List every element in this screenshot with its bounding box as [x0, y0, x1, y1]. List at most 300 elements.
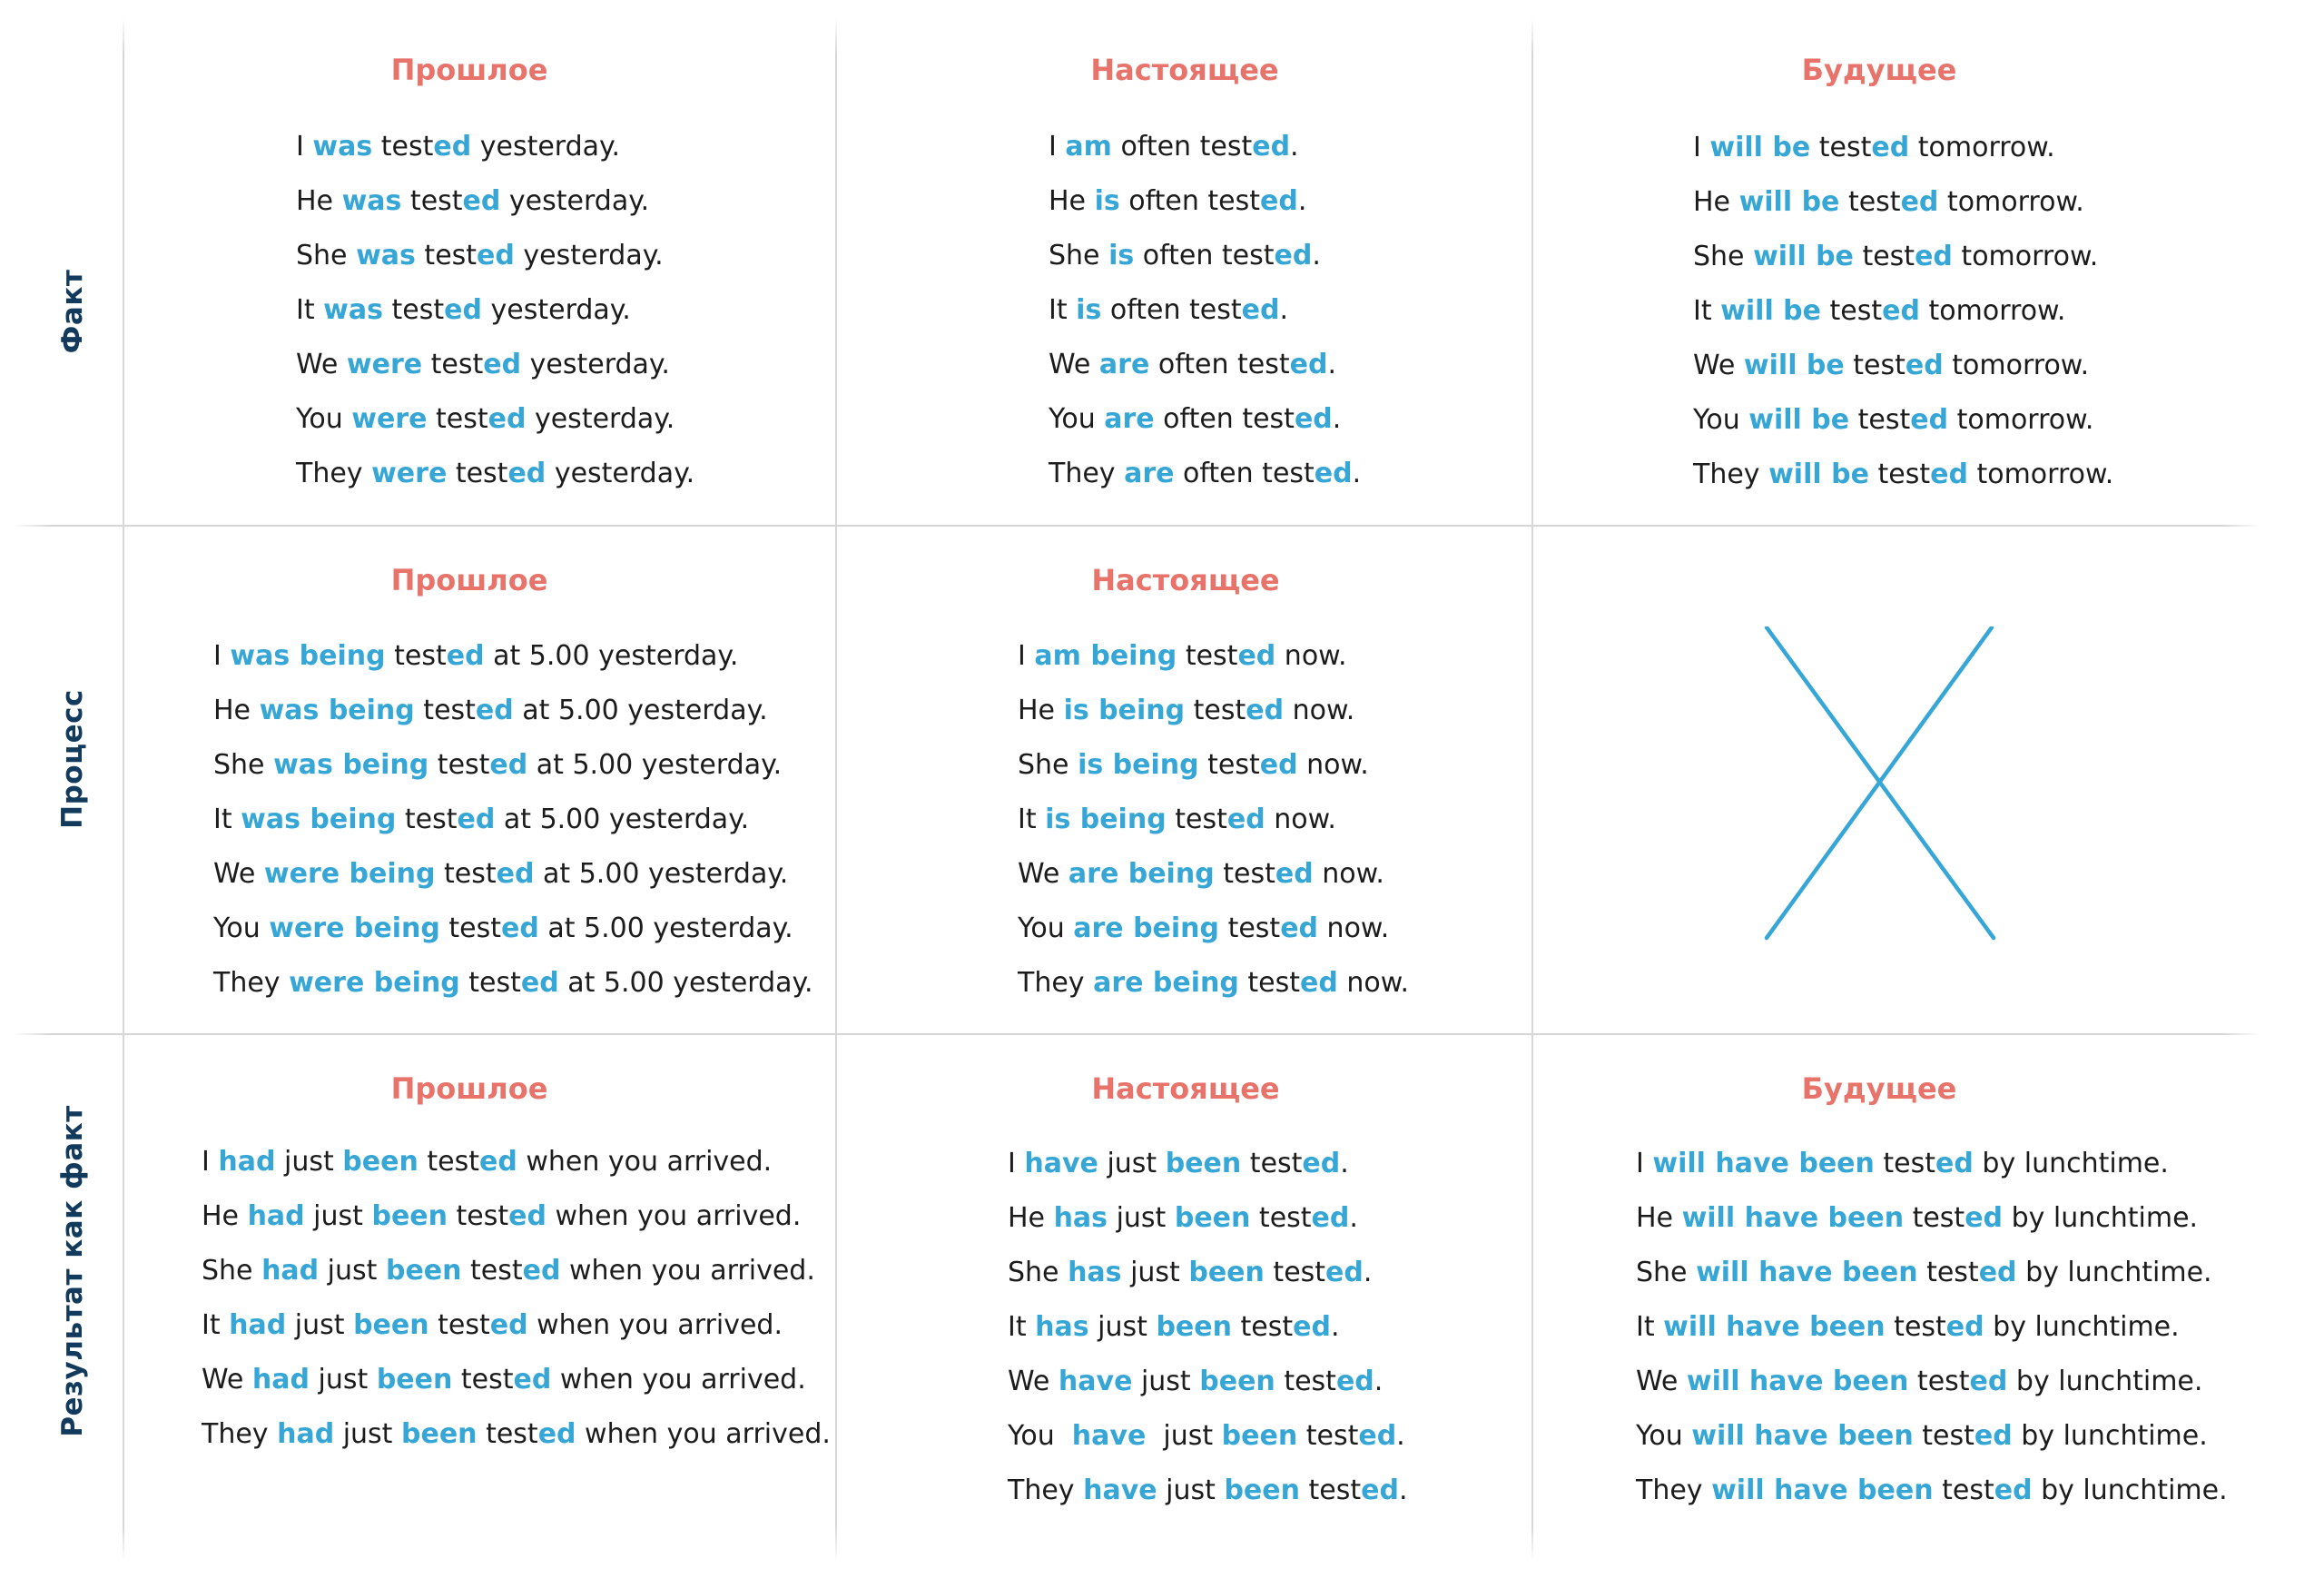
sentence	[202, 1135, 831, 1189]
cross-mark-icon	[1761, 626, 2015, 953]
highlighted-part: ed	[489, 1309, 528, 1341]
sentence-part: We	[202, 1364, 252, 1396]
highlighted-part: were	[346, 349, 423, 380]
highlighted-part: had	[247, 1200, 305, 1232]
sentence-part: test	[461, 1255, 523, 1287]
highlighted-part: ed	[1945, 1311, 1984, 1343]
sentence-part: It	[1636, 1311, 1664, 1343]
highlighted-part: was	[323, 294, 383, 326]
sentence-part: She	[1636, 1257, 1697, 1288]
sentence-part: when you arrived.	[551, 1364, 806, 1396]
highlighted-part: had	[251, 1364, 310, 1396]
sentence	[213, 902, 813, 956]
sentence-part: test	[1868, 459, 1931, 490]
highlighted-part: ed	[1293, 1311, 1331, 1343]
highlighted-part: ed	[433, 131, 472, 163]
sentence-part: yesterday.	[514, 240, 664, 271]
sentence-part: now.	[1313, 858, 1384, 890]
sentence	[1018, 684, 1409, 738]
sentence-part: test	[372, 131, 434, 163]
sentence-part: test	[401, 185, 463, 217]
highlighted-part: are being	[1073, 912, 1220, 944]
sentence	[296, 283, 694, 338]
sentence-part: .	[1290, 131, 1299, 163]
highlighted-part: been	[385, 1255, 462, 1287]
sentence	[202, 1298, 831, 1353]
highlighted-part: will have been	[1691, 1420, 1914, 1452]
sentence	[1018, 793, 1409, 847]
highlighted-part: ed	[501, 912, 539, 944]
sentence-part: just	[309, 1364, 377, 1396]
highlighted-part: were	[351, 403, 428, 435]
sentence-part: now.	[1297, 749, 1369, 781]
cell-title-present: Настоящее	[1091, 1071, 1280, 1106]
highlighted-part: ed	[496, 858, 535, 890]
sentence	[1693, 284, 2113, 339]
sentence-part: .	[1279, 294, 1288, 326]
highlighted-part: ed	[1252, 131, 1291, 163]
highlighted-part: ed	[462, 185, 501, 217]
sentence-part: They	[1049, 458, 1125, 489]
sentence-part: It	[1049, 294, 1077, 326]
highlighted-part: ed	[475, 695, 514, 726]
sentence-part: .	[1349, 1202, 1358, 1234]
sentence-part: She	[296, 240, 357, 271]
sentence-part: I	[202, 1146, 219, 1178]
sentence	[1693, 448, 2113, 502]
sentence-part: test	[1821, 295, 1883, 327]
sentence	[1636, 1464, 2228, 1518]
highlighted-part: ed	[1237, 640, 1276, 672]
highlighted-part: am	[1065, 131, 1112, 163]
sentence	[296, 229, 694, 283]
sentence-part: test	[385, 640, 447, 672]
highlighted-part: ed	[520, 967, 559, 999]
highlighted-part: ed	[1910, 404, 1949, 436]
highlighted-part: were	[371, 458, 448, 489]
sentence-part: yesterday.	[521, 349, 670, 380]
sentence-part: tomorrow.	[1948, 404, 2094, 436]
sentence-list	[1693, 121, 2113, 502]
cell-title-future: Будущее	[1801, 53, 1957, 87]
sentence-part: He	[202, 1200, 248, 1232]
sentence	[1018, 738, 1409, 793]
sentence-part: test	[414, 695, 476, 726]
sentence-part: I	[1636, 1148, 1653, 1179]
highlighted-part: been	[376, 1364, 453, 1396]
sentence-part: We	[213, 858, 264, 890]
sentence	[1049, 338, 1361, 392]
sentence-part: test	[1810, 132, 1872, 163]
sentence-part: We	[1008, 1366, 1059, 1397]
highlighted-part: ed	[1300, 967, 1338, 999]
sentence	[1636, 1409, 2228, 1464]
sentence-part: They	[202, 1418, 278, 1450]
sentence	[213, 793, 813, 847]
sentence	[1018, 847, 1409, 902]
highlighted-part: ed	[1935, 1148, 1974, 1179]
sentence-part: .	[1398, 1475, 1408, 1506]
grid-line-vertical	[835, 1035, 837, 1562]
sentence	[213, 956, 813, 1011]
sentence-part: She	[213, 749, 274, 781]
sentence-part: I	[296, 131, 313, 163]
sentence-part: I	[213, 640, 231, 672]
sentence-part: when you arrived.	[527, 1309, 783, 1341]
highlighted-part: will have been	[1711, 1475, 1934, 1506]
sentence-part: test	[1885, 1311, 1946, 1343]
highlighted-part: is being	[1045, 804, 1167, 835]
grid-line-vertical	[123, 18, 124, 527]
highlighted-part: ed	[513, 1364, 552, 1396]
highlighted-part: ed	[457, 804, 496, 835]
sentence-part: test	[1839, 186, 1901, 218]
sentence-list	[296, 120, 694, 501]
sentence	[1693, 230, 2113, 284]
highlighted-part: are being	[1093, 967, 1239, 999]
sentence-part: You	[1636, 1420, 1692, 1452]
sentence	[1049, 447, 1361, 501]
highlighted-part: been	[342, 1146, 419, 1178]
sentence	[1008, 1137, 1408, 1191]
sentence-part: test	[1933, 1475, 1994, 1506]
highlighted-part: ed	[1994, 1475, 2033, 1506]
sentence-part: by lunchtime.	[2012, 1420, 2208, 1452]
sentence-part: yesterday.	[546, 458, 695, 489]
sentence-part: when you arrived.	[546, 1200, 802, 1232]
sentence-part: test	[428, 1309, 490, 1341]
sentence-part: test	[1166, 804, 1227, 835]
sentence-part: test	[435, 858, 497, 890]
sentence-part: I	[1008, 1148, 1025, 1179]
sentence-part: often test	[1111, 131, 1253, 163]
sentence-part: She	[1008, 1257, 1068, 1288]
sentence	[1049, 120, 1361, 174]
highlighted-part: ed	[1280, 912, 1319, 944]
sentence-part: at 5.00 yesterday.	[484, 640, 739, 672]
highlighted-part: is being	[1078, 749, 1199, 781]
highlighted-part: have	[1058, 1366, 1133, 1397]
highlighted-part: am being	[1034, 640, 1177, 672]
sentence-part: when you arrived.	[560, 1255, 815, 1287]
highlighted-part: ed	[1325, 1257, 1364, 1288]
highlighted-part: ed	[1289, 349, 1328, 380]
highlighted-part: ed	[1311, 1202, 1350, 1234]
sentence-part: .	[1374, 1366, 1384, 1397]
highlighted-part: had	[277, 1418, 335, 1450]
sentence-part: test	[1908, 1366, 1970, 1397]
sentence	[202, 1189, 831, 1244]
sentence-part: tomorrow.	[1952, 241, 2099, 272]
sentence	[1008, 1409, 1408, 1464]
sentence	[296, 338, 694, 392]
sentence-part: It	[202, 1309, 230, 1341]
sentence	[1693, 121, 2113, 175]
highlighted-part: ed	[1260, 185, 1298, 217]
sentence-list	[1008, 1137, 1408, 1518]
sentence	[202, 1244, 831, 1298]
sentence	[1008, 1246, 1408, 1300]
sentence-list	[213, 629, 813, 1011]
sentence-part: test	[1297, 1420, 1359, 1452]
highlighted-part: ed	[477, 240, 515, 271]
sentence-part: just	[1088, 1311, 1157, 1343]
sentence-part: yesterday.	[526, 403, 675, 435]
sentence-part: test	[1238, 967, 1301, 999]
highlighted-part: will be	[1768, 459, 1869, 490]
highlighted-part: is	[1094, 185, 1120, 217]
sentence-part: test	[447, 458, 508, 489]
sentence-part: He	[1049, 185, 1095, 217]
sentence-part: test	[452, 1364, 514, 1396]
sentence-part: just	[334, 1418, 401, 1450]
highlighted-part: been	[1156, 1311, 1232, 1343]
highlighted-part: has	[1035, 1311, 1089, 1343]
sentence	[1049, 174, 1361, 229]
sentence-part: just	[286, 1309, 354, 1341]
sentence-part: They	[1636, 1475, 1712, 1506]
highlighted-part: have	[1083, 1475, 1157, 1506]
highlighted-part: ed	[1302, 1148, 1341, 1179]
highlighted-part: ed	[1361, 1475, 1399, 1506]
sentence	[1018, 956, 1409, 1011]
sentence-part: He	[1636, 1202, 1682, 1234]
highlighted-part: were being	[289, 967, 460, 999]
highlighted-part: was being	[241, 804, 397, 835]
highlighted-part: will be	[1720, 295, 1821, 327]
sentence-part: often test	[1149, 349, 1290, 380]
sentence	[1636, 1300, 2228, 1355]
sentence-part: now.	[1318, 912, 1390, 944]
highlighted-part: been	[1224, 1475, 1300, 1506]
sentence-part: .	[1327, 349, 1336, 380]
highlighted-part: been	[1165, 1148, 1242, 1179]
sentence-part: just	[1108, 1202, 1175, 1234]
sentence-part: test	[448, 1200, 509, 1232]
sentence-part: test	[422, 349, 484, 380]
sentence-part: He	[296, 185, 342, 217]
sentence	[1049, 283, 1361, 338]
sentence-part: at 5.00 yesterday.	[495, 804, 750, 835]
highlighted-part: had	[229, 1309, 287, 1341]
sentence	[296, 120, 694, 174]
sentence-part: at 5.00 yesterday.	[558, 967, 813, 999]
grid-line-vertical	[1531, 18, 1533, 527]
highlighted-part: were being	[269, 912, 440, 944]
sentence-part: You	[296, 403, 352, 435]
sentence-part: test	[1874, 1148, 1936, 1179]
sentence-part: .	[1363, 1257, 1373, 1288]
sentence	[202, 1353, 831, 1407]
highlighted-part: ed	[1978, 1257, 2017, 1288]
sentence-part: test	[1853, 241, 1915, 272]
highlighted-part: was	[341, 185, 402, 217]
sentence-part: .	[1297, 185, 1307, 217]
sentence-part: test	[1177, 640, 1238, 672]
sentence-part: .	[1332, 403, 1342, 435]
highlighted-part: ed	[1930, 459, 1968, 490]
highlighted-part: will have been	[1681, 1202, 1905, 1234]
sentence	[1636, 1246, 2228, 1300]
highlighted-part: been	[353, 1309, 429, 1341]
sentence-part: test	[382, 294, 445, 326]
sentence	[1693, 175, 2113, 230]
sentence-part: tomorrow.	[1967, 459, 2114, 490]
highlighted-part: ed	[1969, 1366, 2008, 1397]
highlighted-part: ed	[1915, 241, 1953, 272]
sentence	[1008, 1355, 1408, 1409]
sentence-part: You	[1008, 1420, 1072, 1452]
sentence	[1018, 902, 1409, 956]
highlighted-part: been	[1199, 1366, 1275, 1397]
sentence-part: often test	[1101, 294, 1242, 326]
highlighted-part: ed	[487, 403, 527, 435]
sentence	[1008, 1464, 1408, 1518]
highlighted-part: was being	[230, 640, 386, 672]
highlighted-part: have	[1071, 1420, 1147, 1452]
sentence-part: .	[1330, 1311, 1340, 1343]
highlighted-part: ed	[1226, 804, 1265, 835]
highlighted-part: ed	[1294, 403, 1333, 435]
highlighted-part: has	[1053, 1202, 1108, 1234]
sentence-part: He	[1018, 695, 1064, 726]
sentence-part: just	[1098, 1148, 1166, 1179]
sentence-list	[202, 1135, 831, 1462]
highlighted-part: ed	[1274, 240, 1313, 271]
highlighted-part: been	[371, 1200, 448, 1232]
sentence	[296, 174, 694, 229]
sentence-part: He	[1008, 1202, 1054, 1234]
sentence-part: It	[213, 804, 241, 835]
sentence-list	[1636, 1137, 2228, 1518]
highlighted-part: had	[261, 1255, 320, 1287]
sentence-part: They	[1018, 967, 1094, 999]
sentence-part: now.	[1284, 695, 1355, 726]
sentence-part: You	[1693, 404, 1749, 436]
highlighted-part: is being	[1063, 695, 1186, 726]
sentence-part: You	[1049, 403, 1105, 435]
highlighted-part: was being	[273, 749, 429, 781]
highlighted-part: ed	[478, 1146, 517, 1178]
sentence-part: You	[1018, 912, 1074, 944]
sentence-part: just	[1146, 1420, 1222, 1452]
highlighted-part: will be	[1738, 186, 1840, 218]
highlighted-part: ed	[1335, 1366, 1374, 1397]
highlighted-part: ed	[446, 640, 485, 672]
sentence-part: when you arrived.	[576, 1418, 831, 1450]
highlighted-part: ed	[1900, 186, 1939, 218]
sentence-part: yesterday.	[471, 131, 621, 163]
sentence-part: test	[428, 749, 490, 781]
sentence-list	[1018, 629, 1409, 1011]
sentence	[1049, 392, 1361, 447]
highlighted-part: ed	[483, 349, 522, 380]
grid-line-horizontal	[14, 1033, 1162, 1035]
highlighted-part: ed	[444, 294, 482, 326]
sentence-part: tomorrow.	[1919, 295, 2066, 327]
highlighted-part: was	[356, 240, 416, 271]
sentence-part: often test	[1154, 403, 1295, 435]
sentence-part: We	[296, 349, 347, 380]
sentence	[1636, 1191, 2228, 1246]
sentence-part: test	[1844, 350, 1905, 381]
sentence-part: when you arrived.	[517, 1146, 773, 1178]
highlighted-part: will be	[1709, 132, 1811, 163]
sentence-part: We	[1636, 1366, 1687, 1397]
highlighted-part: ed	[1882, 295, 1920, 327]
sentence	[213, 847, 813, 902]
sentence-part: by lunchtime.	[2016, 1257, 2212, 1288]
sentence	[1008, 1300, 1408, 1355]
cell-title-future: Будущее	[1801, 1071, 1957, 1106]
sentence-part: by lunchtime.	[2007, 1366, 2203, 1397]
highlighted-part: been	[401, 1418, 478, 1450]
sentence-part: test	[1241, 1148, 1303, 1179]
sentence-part: tomorrow.	[1909, 132, 2055, 163]
sentence-part: test	[439, 912, 501, 944]
sentence-part: test	[1917, 1257, 1979, 1288]
sentence-part: I	[1693, 132, 1710, 163]
highlighted-part: will have been	[1652, 1148, 1875, 1179]
sentence-part: yesterday.	[481, 294, 631, 326]
sentence	[213, 629, 813, 684]
highlighted-part: ed	[1314, 458, 1353, 489]
highlighted-part: have	[1024, 1148, 1098, 1179]
grid-line-vertical	[123, 1035, 124, 1562]
highlighted-part: ed	[489, 749, 528, 781]
highlighted-part: ed	[1241, 294, 1280, 326]
sentence	[1008, 1191, 1408, 1246]
highlighted-part: are	[1124, 458, 1175, 489]
sentence-part: test	[1299, 1475, 1362, 1506]
highlighted-part: was being	[259, 695, 415, 726]
sentence	[1693, 393, 2113, 448]
sentence-part: just	[304, 1200, 372, 1232]
sentence-part: test	[1214, 858, 1275, 890]
sentence-part: It	[1693, 295, 1721, 327]
sentence-part: test	[415, 240, 478, 271]
row-label-result: Результат как факт	[56, 1105, 89, 1437]
grid-line-horizontal	[1162, 1033, 2260, 1035]
sentence-part: at 5.00 yesterday.	[538, 912, 793, 944]
highlighted-part: was	[312, 131, 373, 163]
sentence-part: just	[319, 1255, 386, 1287]
sentence-part: by lunchtime.	[1984, 1311, 2180, 1343]
grid-line-vertical	[1531, 1035, 1533, 1562]
sentence	[1018, 629, 1409, 684]
highlighted-part: will have been	[1696, 1257, 1918, 1288]
sentence-list	[1049, 120, 1361, 501]
sentence-part: now.	[1265, 804, 1336, 835]
sentence-part: We	[1693, 350, 1744, 381]
highlighted-part: ed	[1965, 1202, 2004, 1234]
grid-line-vertical	[1531, 527, 1533, 1035]
highlighted-part: been	[1221, 1420, 1298, 1452]
sentence-part: We	[1049, 349, 1099, 380]
sentence-part: at 5.00 yesterday.	[513, 695, 768, 726]
highlighted-part: ed	[1871, 132, 1910, 163]
highlighted-part: is	[1076, 294, 1102, 326]
sentence-part: test	[427, 403, 488, 435]
sentence-part: We	[1018, 858, 1068, 890]
highlighted-part: ed	[1358, 1420, 1397, 1452]
cell-title-past: Прошлое	[390, 1071, 548, 1106]
sentence-part: at 5.00 yesterday.	[527, 749, 783, 781]
highlighted-part: ed	[537, 1418, 576, 1450]
sentence-part: test	[1904, 1202, 1965, 1234]
sentence-part: She	[202, 1255, 262, 1287]
sentence-part: It	[1018, 804, 1046, 835]
